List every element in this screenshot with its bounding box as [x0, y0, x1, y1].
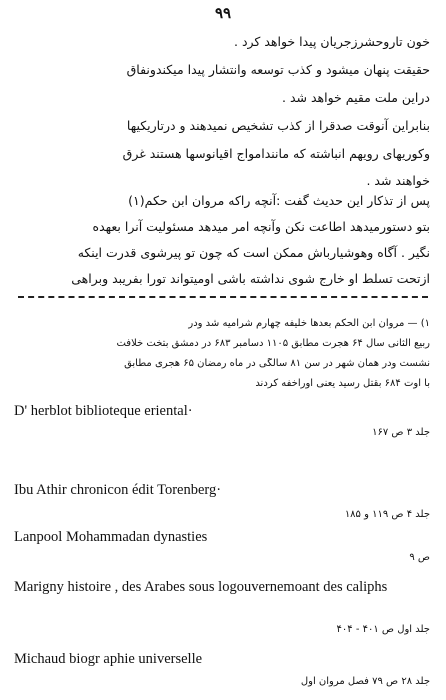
body-line: بنابراین آنوقت صدقرا از کذب تشخیص نمیدهند و درتاریکیها: [126, 118, 430, 133]
footnote-line: نشست ودر همان شهر در سن ۸۱ سالگی در ماه رمضان ۶۵ هجری مطابق: [124, 358, 430, 369]
body-line: پس از تذکار این حدیث گفت :آنچه راکه مروان ابن حکم(۱): [128, 193, 430, 208]
reference-title: D' herblot biblioteque eriental·: [14, 403, 193, 419]
body-line: بتو دستورمیدهد اطاعت نکن وآنچه امر میدهد مسئولیت آنرا بعهده: [92, 219, 430, 234]
reference-volume: ص ۹: [409, 552, 430, 563]
body-line: حقیقت پنهان میشود و کذب توسعه وانتشار پیدا میکندونفاق: [126, 62, 430, 77]
footnote-divider: [18, 296, 428, 298]
body-line: دراین ملت مقیم خواهد شد .: [282, 90, 430, 105]
body-line: خواهند شد .: [366, 173, 430, 188]
reference-title: Marigny histoire , des Arabes sous logouvernemoant des caliphs: [14, 579, 388, 595]
body-line: خون تاروحشرزجریان پیدا خواهد کرد .: [234, 34, 430, 49]
body-line: نگیر . آگاه وهوشیارباش ممکن است که چون تو پیرشوی قدرت اینکه: [77, 245, 430, 260]
reference-title: Michaud biogr aphie universelle: [14, 651, 203, 667]
reference-title: Lanpool Mohammadan dynasties: [14, 529, 208, 545]
reference-volume: جلد اول ص ۴۰۱ - ۴۰۴: [336, 624, 430, 635]
body-line: ازتحت تسلط او خارج شوی نداشته باشی اومیتواند تورا بفریبد وبراهی: [71, 271, 430, 286]
footnote-line: با اوت ۶۸۴ بقتل رسید یعنی اوراخفه کردند: [255, 378, 430, 389]
reference-volume: جلد ۴ ص ۱۱۹ و ۱۸۵: [344, 509, 430, 520]
reference-volume: جلد ۳ ص ۱۶۷: [372, 427, 430, 438]
page-number: ۹۹: [214, 4, 232, 22]
body-line: وکوریهای رویهم انباشته که مانندامواج اقیانوسها هستند غرق: [122, 146, 430, 161]
footnote-line: ربیع الثانی سال ۶۴ هجرت مطابق ۱۱۰۵ دسامبر ۶۸۳ در دمشق بتخت خلافت: [116, 338, 430, 349]
footnote-line: ۱) — مروان ابن الحکم بعدها خلیفه چهارم شرامیه شد ودر: [188, 318, 430, 329]
reference-volume: جلد ۲۸ ص ۷۹ فصل مروان اول: [300, 676, 430, 687]
reference-title: Ibu Athir chronicon édit Torenberg·: [14, 482, 222, 498]
